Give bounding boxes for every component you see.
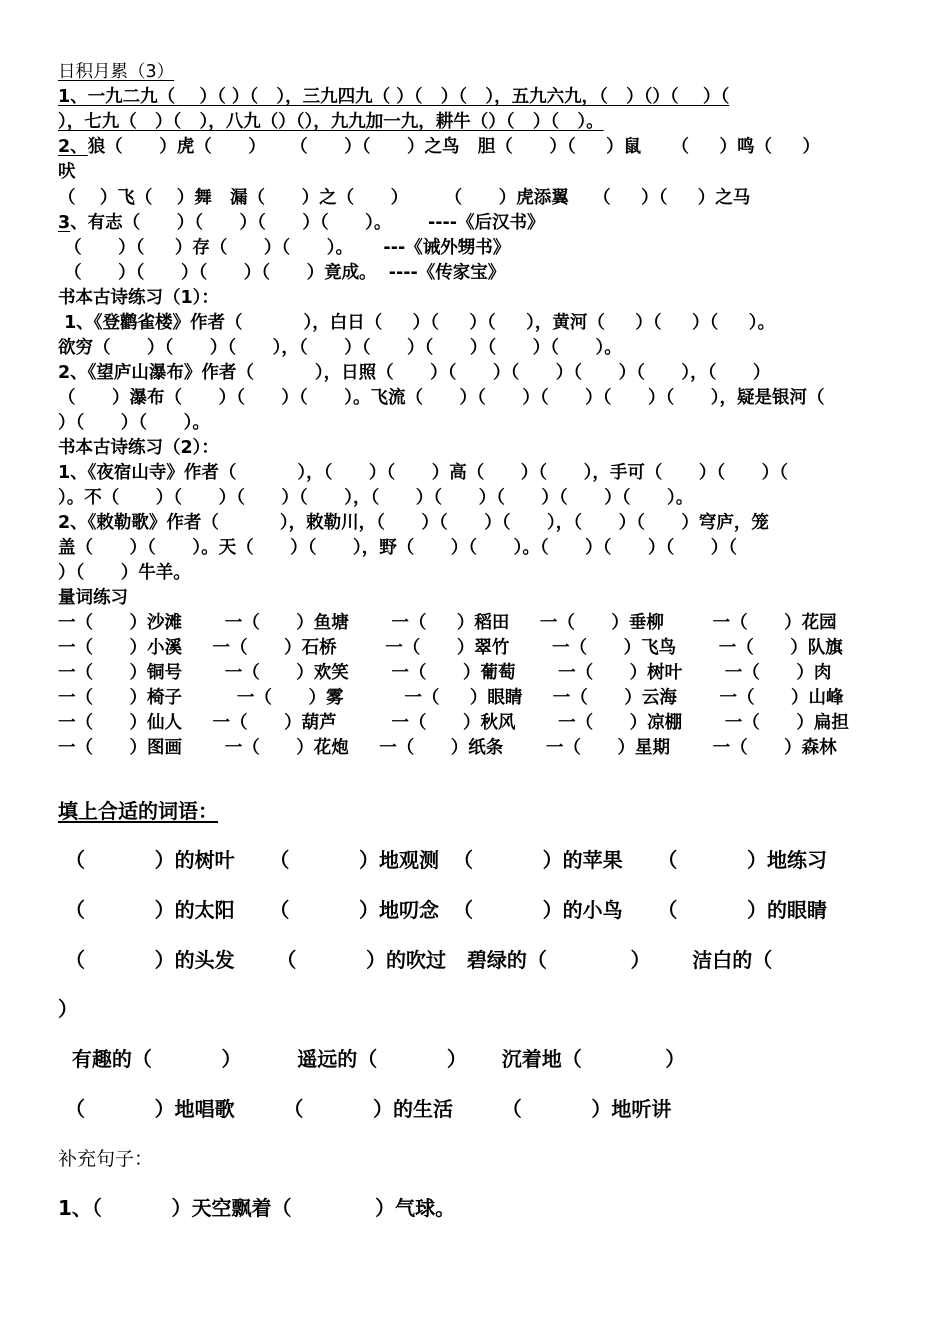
rijiyuelei-line-6 (58, 211, 894, 236)
rijiyuelei-line-6-text: 、有志（ ）（ ）（ ）（ ）。 ----《后汉书》 (70, 213, 545, 233)
section-title-poem-practice-2: 书本古诗练习（2）： (58, 438, 219, 458)
poem2-line-3: 2、《敕勒歌》作者（ ），敕勒川，（ ）（ ）（ ），（ ）（ ）穹庐，笼 (58, 513, 769, 533)
rijiyuelei-line-3-text: 狼（ ）虎（ ） （ ）（ ）之鸟 胆（ ）（ ）鼠 （ ）鸣（ ） (87, 137, 820, 157)
measure-words-row: 一（ ）椅子 一（ ）雾 一（ ）眼睛 一（ ）云海 一（ ）山峰 (58, 688, 844, 708)
section-title-complete-sentences: 补充句子： (58, 1148, 154, 1170)
rijiyuelei-line-3 (58, 135, 894, 160)
poem1-line-1: 1、《登鹳雀楼》作者（ ），白日（ ）（ ）（ ），黄河（ ）（ ）（ ）。 (58, 313, 775, 333)
measure-words-row: 一（ ）仙人 一（ ）葫芦 一（ ）秋风 一（ ）凉棚 一（ ）扁担 (58, 713, 849, 733)
section-title-fill-words: 填上合适的词语： (58, 799, 218, 823)
section-title-rijiyuelei: 日积月累（3） (58, 62, 175, 82)
section-title-measure-words: 量词练习 (58, 588, 128, 608)
rijiyuelei-line-7: （ ）（ ）存（ ）（ ）。 ---《诫外甥书》 (58, 238, 511, 258)
rijiyuelei-line-8: （ ）（ ）（ ）（ ）竟成。 ----《传家宝》 (58, 263, 506, 283)
rijiyuelei-line-4: 吠 (58, 162, 76, 182)
poem1-line-3: 2、《望庐山瀑布》作者（ ），日照（ ）（ ）（ ）（ ）（ ），（ ） (58, 363, 771, 383)
fill-words-row: （ ）的头发 （ ）的吹过 碧绿的（ ） 洁白的（ (58, 948, 773, 972)
fill-words-row: （ ）地唱歌 （ ）的生活 （ ）地听讲 (58, 1097, 672, 1121)
rijiyuelei-line-3-number: 2、 (58, 137, 88, 157)
fill-words-row: （ ）的树叶 （ ）地观测 （ ）的苹果 （ ）地练习 (58, 848, 828, 872)
poem1-line-5: ）（ ）（ ）。 (58, 413, 210, 433)
poem2-line-1: 1、《夜宿山寺》作者（ ），（ ）（ ）高（ ）（ ），手可（ ）（ ）（ (58, 463, 788, 483)
poem1-line-4: （ ）瀑布（ ）（ ）（ ）。飞流（ ）（ ）（ ）（ ）（ ），疑是银河（ (58, 388, 825, 408)
poem2-line-4: 盖（ ）（ ）。天（ ）（ ），野（ ）（ ）。（ ）（ ）（ ）（ (58, 538, 737, 558)
complete-sentence-line-1: 1、（ ）天空飘着（ ）气球。 (58, 1196, 456, 1220)
rijiyuelei-line-6-number: 3 (58, 213, 71, 233)
poem2-line-2: ）。不（ ）（ ）（ ）（ ），（ ）（ ）（ ）（ ）（ ）。 (58, 488, 694, 508)
fill-words-row: ） (58, 997, 78, 1021)
rijiyuelei-line-5: （ ）飞（ ）舞 漏（ ）之（ ） （ ）虎添翼 （ ）（ ）之马 (58, 188, 751, 208)
poem1-line-2: 欲穷（ ）（ ）（ ），（ ）（ ）（ ）（ ）（ ）。 (58, 338, 622, 358)
fill-words-row: （ ）的太阳 （ ）地叨念 （ ）的小鸟 （ ）的眼睛 (58, 898, 828, 922)
measure-words-row: 一（ ）铜号 一（ ）欢笑 一（ ）葡萄 一（ ）树叶 一（ ）肉 (58, 663, 832, 683)
rijiyuelei-line-2: ），七九（ ）（ ），八九（）（），九九加一九，耕牛（）（ ）（ ）。 (58, 112, 604, 132)
measure-words-row: 一（ ）沙滩 一（ ）鱼塘 一（ ）稻田 一（ ）垂柳 一（ ）花园 (58, 613, 837, 633)
measure-words-row: 一（ ）图画 一（ ）花炮 一（ ）纸条 一（ ）星期 一（ ）森林 (58, 738, 837, 758)
section-title-poem-practice-1: 书本古诗练习（1）： (58, 288, 219, 308)
rijiyuelei-line-1: 1、一九二九（ ）（ ）（ ），三九四九（ ）（ ）（ ），五九六九，（ ）（）（ ）（ (58, 87, 730, 107)
poem2-line-5: ）（ ）牛羊。 (58, 563, 191, 583)
fill-words-row: 有趣的（ ） 遥远的（ ） 沉着地（ ） (58, 1047, 686, 1071)
measure-words-row: 一（ ）小溪 一（ ）石桥 一（ ）翠竹 一（ ）飞鸟 一（ ）队旗 (58, 638, 843, 658)
